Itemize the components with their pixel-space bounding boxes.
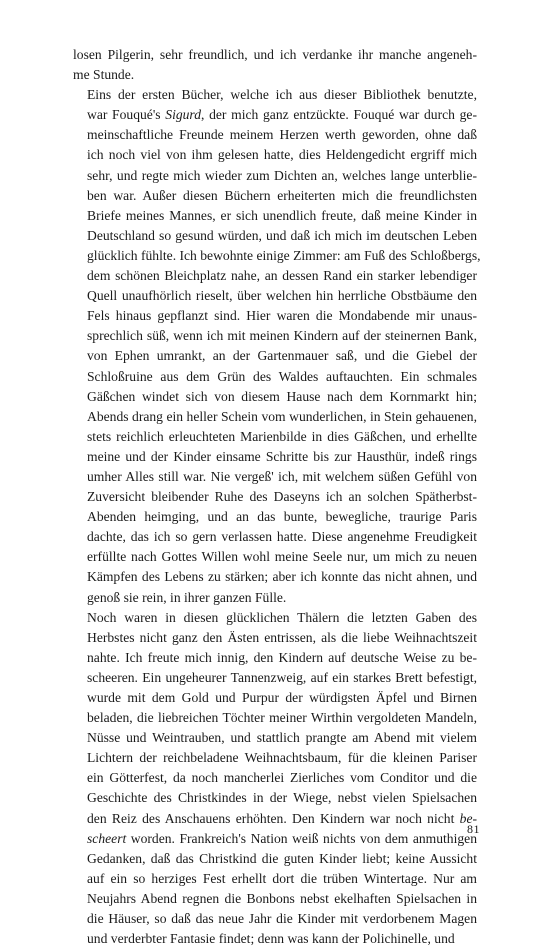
text-line: erfüllte nach Gottes Willen wohl meine Seele nur, um mich zu neuen <box>87 549 477 565</box>
text-line: ich noch viel von ihm gelesen hatte, dies Heldengedicht ergriff mich <box>87 147 477 163</box>
text-line: Nüsse und Weintrauben, und stattlich prangte am Abend mit vielem <box>87 730 477 746</box>
text-line: glücklich fühlte. Ich bewohnte einige Zimmer: am Fuß des Schloßbergs, <box>87 247 481 263</box>
text-line: Gedanken, daß das Christkind die guten Kinder liebt; keine Aussicht <box>87 850 477 866</box>
text-line: Abenden heimging, und an das bunte, bewegliche, traurige Paris <box>87 509 477 525</box>
text-line: umher Alles still war. Nie vergeß' ich, mit welchem süßen Gefühl von <box>87 468 477 484</box>
text-line: scheert worden. Frankreich's Nation weiß nichts von dem anmuthigen <box>87 830 477 846</box>
text-line: den Reiz des Anschauens erhöhten. Den Kindern war noch nicht be- <box>87 810 477 826</box>
text-line: scheeren. Ein ungeheurer Tannenzweig, auf ein starkes Brett befestigt, <box>87 669 477 685</box>
paragraph-2 <box>73 85 481 607</box>
text-line: Quell unaufhörlich rieselt, über welchen hin herrliche Obstbäume den <box>87 288 477 304</box>
text-line: sehr, und regte mich wieder zum Dichten an, welches lange unterblie- <box>87 167 477 183</box>
paragraph-1 <box>73 45 477 85</box>
text-line: ein Götterfest, da noch mancherlei Zierliches vom Conditor und die <box>87 770 477 786</box>
body-text <box>73 45 481 949</box>
text-line: wurde mit dem Gold und Purpur der würdigsten Äpfel und Birnen <box>87 690 477 705</box>
text-line: meinschaftliche Freunde meinem Herzen werth geworden, ohne daß <box>87 127 477 143</box>
page-number: 81 <box>467 822 480 836</box>
text-line: genoß sie rein, in ihrer ganzen Fülle. <box>87 589 287 605</box>
text-line: losen Pilgerin, sehr freundlich, und ich verdanke ihr manche angeneh- <box>73 47 477 62</box>
text-line: Schloßruine aus dem Grün des Waldes auftauchten. Ein schmales <box>87 368 477 384</box>
text-line: und verderbter Fantasie findet; denn was kann der Polichinelle, und <box>87 931 455 947</box>
text-line: beladen, die liebreichen Töchter meiner Wirthin vergoldeten Mandeln, <box>87 710 477 726</box>
text-line: Geschichte des Christkindes in der Wiege, nebst vielen Spielsachen <box>87 790 477 806</box>
text-line: meine und der Kinder einsame Schritte bis zur Hausthür, indeß rings <box>87 448 477 464</box>
text-line: Fels hinaus gepflanzt sind. Hier waren die Mondabende mir unaus- <box>87 308 477 324</box>
text-line: Deutschland so gesund würden, und daß ich mich im deutschen Leben <box>87 227 477 243</box>
text-line: Neujahrs Abend regnen die Bonbons nebst ekelhaften Spielsachen in <box>87 890 477 906</box>
text-line: die Häuser, so daß das neue Jahr die Kinder mit verdorbenem Magen <box>87 911 477 927</box>
paragraph-3 <box>73 608 477 949</box>
text-line: stets reichlich erleuchteten Marienbilde in dies Gäßchen, und erhellte <box>87 428 477 444</box>
text-line: Herbstes nicht ganz den Ästen entrissen, als die liebe Weihnachtszeit <box>87 629 477 645</box>
text-line: me Stunde. <box>73 67 135 83</box>
text-line: sprechlich süß, wenn ich mit meinen Kindern auf der steinernen Bank, <box>87 328 477 344</box>
text-line: ben war. Außer diesen Büchern erheiterten mich die freundlichsten <box>87 187 477 203</box>
text-line: nahte. Ich freute mich innig, den Kindern auf deutsche Weise zu be- <box>87 649 477 665</box>
text-line: Briefe meines Mannes, er sich unendlich freute, daß meine Kinder in <box>87 207 477 223</box>
text-line: von Ephen umrankt, an der Gartenmauer saß, und die Giebel der <box>87 348 477 364</box>
text-line: Eins der ersten Bücher, welche ich aus dieser Bibliothek benutzte, <box>87 87 477 103</box>
text-line: war Fouqué's Sigurd, der mich ganz entzückte. Fouqué war durch ge- <box>87 107 477 123</box>
text-line: dem schönen Bleichplatz nahe, an dessen Rand ein starker lebendiger <box>87 268 477 284</box>
text-line: Zuversicht bleibender Ruhe des Daseyns ich an solchen Spätherbst- <box>87 489 477 505</box>
text-line: Abends drang ein heller Schein vom wunderlichen, in Stein gehauenen, <box>87 408 477 424</box>
text-line: Lichtern der reichbeladene Weihnachtsbaum, für die kleinen Pariser <box>87 750 477 766</box>
text-line: auf ein so herziges Fest erhellt dort die trüben Wintertage. Nur am <box>87 870 477 886</box>
text-line: dachte, das ich so gern verlassen hatte. Diese angenehme Freudigkeit <box>87 529 477 545</box>
text-line: Kämpfen des Lebens zu stärken; aber ich konnte das nicht ahnen, und <box>87 569 477 585</box>
text-line: Noch waren in diesen glücklichen Thälern die letzten Gaben des <box>87 609 477 625</box>
text-line: Gäßchen windet sich von diesem Hause nach dem Kornmarkt hin; <box>87 388 477 404</box>
